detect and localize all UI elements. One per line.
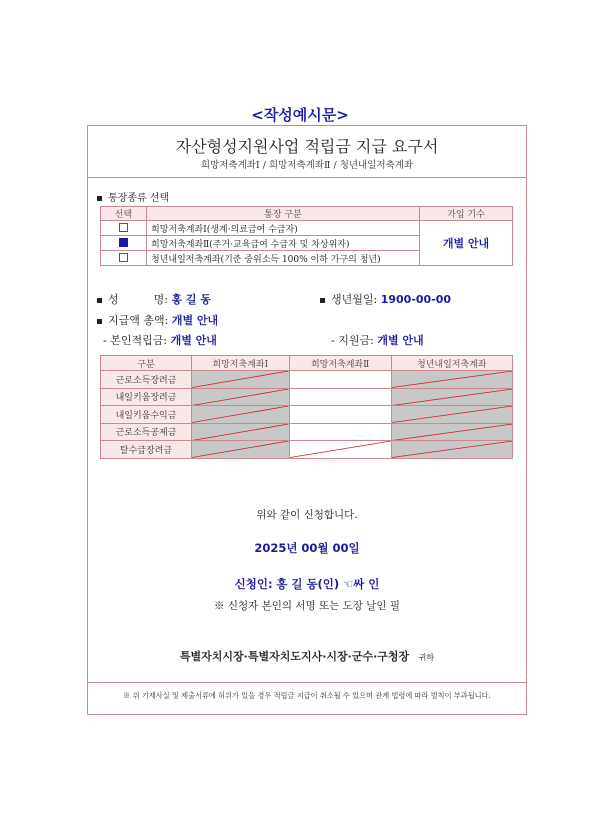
col-header-category: 구분 — [101, 356, 192, 371]
account-label: 희망저축계좌Ⅱ(주거·교육급여 수급자 및 차상위자) — [147, 236, 420, 251]
checkbox[interactable] — [119, 253, 128, 262]
col-header-youth: 청년내일저축계좌 — [391, 356, 512, 371]
table-row — [101, 406, 513, 424]
self-deposit-value: 개별 안내 — [170, 334, 217, 347]
total-field: 지급액 총액: 개별 안내 — [97, 312, 218, 328]
sign-hint: ☜싸 인 — [342, 577, 380, 591]
col-header-term: 가입 기수 — [420, 207, 513, 221]
example-banner: <작성예시문> — [251, 106, 349, 124]
form-subtitle: 희망저축계좌Ⅰ / 희망저축계좌Ⅱ / 청년내일저축계좌 — [200, 160, 414, 171]
apply-date: 2025년 00월 00일 — [254, 541, 360, 555]
sign-note: ※ 신청자 본인의 서명 또는 도장 날인 필 — [213, 600, 400, 612]
col-header-account: 통장 구분 — [147, 207, 420, 221]
apply-text: 위와 같이 신청합니다. — [256, 509, 358, 521]
row-label: 탈수급장려금 — [101, 441, 192, 459]
birth-field: 생년월일: 1900-00-00 — [320, 291, 451, 307]
total-value: 개별 안내 — [171, 314, 219, 327]
name-value: 홍 길 동 — [171, 293, 211, 306]
checkbox-checked[interactable] — [119, 238, 128, 247]
disabled-cell — [391, 406, 512, 424]
row-label: 내일키움수익금 — [101, 406, 192, 424]
applicant-label: 신청인: — [234, 577, 273, 591]
bullet-icon — [320, 298, 325, 303]
applicant-line — [87, 576, 527, 592]
support-value: 개별 안내 — [377, 334, 424, 347]
divider — [88, 682, 526, 683]
name-field: 성 명: 홍 길 동 — [97, 291, 211, 307]
disabled-cell — [391, 441, 512, 459]
self-deposit-field: - 본인적립금: 개별 안내 — [103, 334, 217, 347]
disabled-cell — [192, 371, 290, 389]
disabled-cell — [391, 423, 512, 441]
table-row — [101, 388, 513, 406]
table-row — [101, 423, 513, 441]
section-account-type: 통장종류 선택 — [97, 189, 169, 204]
support-field: - 지원금: 개별 안내 — [331, 334, 424, 347]
incentive-table — [100, 355, 513, 459]
disabled-cell — [391, 388, 512, 406]
bullet-icon — [97, 298, 102, 303]
disabled-cell — [391, 371, 512, 389]
disabled-cell — [192, 441, 290, 459]
account-type-table — [100, 206, 513, 266]
bullet-icon — [97, 319, 102, 324]
row-label: 근로소득공제금 — [101, 423, 192, 441]
row-label: 내일키움장려금 — [101, 388, 192, 406]
disabled-cell — [289, 441, 391, 459]
amount-cell[interactable] — [289, 406, 391, 424]
checkbox[interactable] — [119, 223, 128, 232]
disabled-cell — [192, 406, 290, 424]
disabled-cell — [192, 388, 290, 406]
amount-cell[interactable] — [289, 423, 391, 441]
col-header-select: 선택 — [101, 207, 147, 221]
form-title: 자산형성지원사업 적립금 지급 요구서 — [175, 137, 439, 156]
table-row — [101, 371, 513, 389]
bullet-icon — [97, 196, 102, 201]
table-row — [101, 221, 513, 236]
col-header-hope1: 희망저축계좌Ⅰ — [192, 356, 290, 371]
col-header-hope2: 희망저축계좌Ⅱ — [289, 356, 391, 371]
term-value: 개별 안내 — [420, 221, 513, 266]
recipient: 특별자치시장·특별자치도지사·시장·군수·구청장 — [179, 650, 410, 663]
birth-value: 1900-00-00 — [380, 293, 452, 306]
footer-note: ※ 위 기재사실 및 제출서류에 허위가 있을 경우 적립금 지급이 취소될 수 있으며 관계 법령에 따라 벌칙이 부과됩니다. — [123, 691, 491, 700]
divider — [88, 177, 526, 178]
table-row — [101, 441, 513, 459]
disabled-cell — [192, 423, 290, 441]
row-label: 근로소득장려금 — [101, 371, 192, 389]
recipient-line — [87, 648, 527, 664]
recipient-suffix: 귀하 — [418, 653, 435, 662]
applicant-value: 홍 길 동(인) — [276, 577, 340, 591]
account-label: 청년내일저축계좌(기준 중위소득 100% 이하 가구의 청년) — [147, 251, 420, 266]
amount-cell[interactable] — [289, 388, 391, 406]
amount-cell[interactable] — [289, 371, 391, 389]
account-label: 희망저축계좌Ⅰ(생계·의료급여 수급자) — [147, 221, 420, 236]
